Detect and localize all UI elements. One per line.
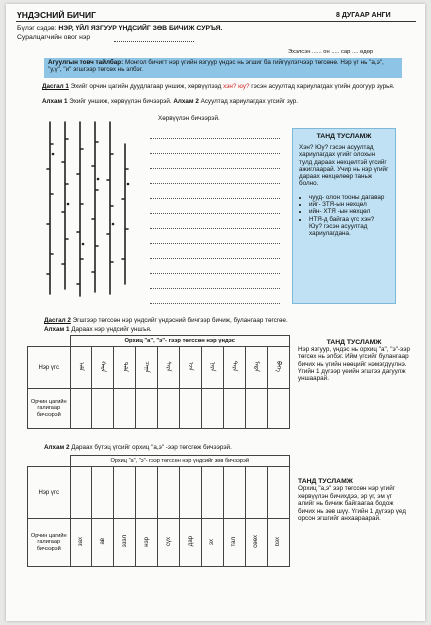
hint-title: ТАНД ТУСЛАМЖ (316, 133, 372, 140)
row-label-words: Нэр үгс (28, 467, 71, 519)
grade-label: 8 ДУГААР АНГИ (336, 12, 391, 19)
answer-cell[interactable] (224, 389, 246, 429)
task1-step1-title: Алхам 1 (42, 98, 68, 105)
hint-item: • чууд- олон тооны дагавар (309, 194, 389, 201)
mongolian-text-block (42, 114, 142, 304)
table-2 (27, 455, 290, 567)
task2-text: Эгшгээр төгссөн нэр үндсийг үндэсний бичгээр бичиж, булангаар төгсгөе. (72, 317, 288, 324)
word-cell: ав (99, 538, 106, 545)
hint-item: • ийг- ЗТЯ-ын нөхцөл (309, 201, 389, 208)
task2-step2-text: Дараах бүтэц үгсийг орхиц "а,э" -ээр төгсгөж бичээрэй. (71, 444, 232, 451)
mongolian-word: ᠪᠡᠬᠡ (274, 360, 281, 373)
student-name-label: Суралцагчийн овог нэр (17, 34, 91, 41)
mongolian-word: ᠨᠡᠷᠡ (209, 361, 216, 372)
task1-step1-text: Эхийг уншиж, хөрвүүлэн бичээрэй. (69, 98, 172, 105)
row-label-write: Орчин цагийн галигаар бичээрэй (28, 519, 71, 567)
word-cell: эх (209, 538, 216, 545)
hint-item: • НТЯ-д байгаа үгс хэн? Юу? гэсэн асуултад хариулагдана. (309, 216, 389, 238)
answer-cell[interactable] (158, 467, 180, 519)
task1-text: Эхийг орчин цагийн дуудлагаар уншиж, хөрвүүлээд (70, 83, 222, 90)
answer-cell[interactable] (92, 389, 114, 429)
task2-step1 (44, 326, 152, 333)
answer-cell[interactable] (180, 389, 202, 429)
answer-cell[interactable] (202, 389, 224, 429)
task1-title: Дасгал 1 (42, 83, 69, 90)
answer-cell[interactable] (92, 467, 114, 519)
mongolian-word: ᠡᠵᠡ (187, 362, 194, 371)
answer-cell[interactable] (136, 467, 158, 519)
topic-label: Бүлэг сэдэв: (17, 25, 57, 32)
hint2-title: ТАНД ТУСЛАМЖ (326, 339, 382, 346)
mongolian-word: ᠮᠡᠳᠡ (252, 361, 259, 372)
answer-cell[interactable] (70, 467, 92, 519)
word-cell: бэх (275, 536, 282, 547)
task2-step2 (44, 444, 232, 451)
answer-lines[interactable] (150, 130, 280, 304)
brief-text: Монгол бичигт нэр үгийн язгуур үндэс нь эгшиг ба гийгүүлэгчээр төгсөнө. Нэр үг нь "а,э", "у,ү", "и" эгшгээр төгсөх нь элбэг. (48, 59, 384, 74)
answer-cell[interactable] (202, 467, 224, 519)
answer-cell[interactable] (70, 389, 92, 429)
task2-title: Дасгал 2 (44, 317, 71, 324)
mongolian-word: ᠳᠠᠯᠠ (121, 361, 128, 372)
hint-item: • ийн- ХТЯ -ын нөхцөл (309, 208, 389, 215)
table1-header: Орхиц "а", "э"- гээр төгссөн нэр үндэс (70, 336, 290, 347)
student-name-field[interactable] (114, 41, 194, 42)
task2-instruction (44, 317, 414, 324)
write-label: Хөрвүүлэн бичээрэй. (158, 115, 220, 122)
word-cell: тал (231, 536, 238, 547)
hint-text: Хэн? Юу? гэсэн асуултад хариулагдах үгийг олохын тулд дараах нөхцөлтэй үгсийг ажиглаарай. Учир нь нэр үгийг дараах нөхцөлөөр таньж болно. (299, 144, 389, 188)
word-cell: дар (187, 536, 194, 547)
task2-step2-title: Алхам 2 (44, 444, 70, 451)
hint-box-1 (292, 128, 396, 304)
table-1 (27, 335, 290, 429)
mongolian-word: ᠰᠠᠷᠠ (165, 361, 172, 372)
task1-question: хэн? юу? (223, 83, 250, 90)
mongolian-word: ᠲᠡᠷᠡ (231, 361, 238, 372)
answer-cell[interactable] (267, 467, 289, 519)
table2-header: Орхиц "а", "э"- гээр төгссөн нэр үндсийг зөв бичээрэй (70, 456, 290, 467)
word-cell: сөөх (253, 535, 260, 548)
mongolian-word: ᠬᠠᠷᠠ (99, 360, 106, 373)
answer-cell[interactable] (114, 389, 136, 429)
task1-instruction (42, 83, 412, 90)
row-label-write: Орчин цагийн галигаар бичээрэй (28, 389, 71, 429)
mongolian-word: ᠴᠠᠭᠠ (143, 360, 150, 373)
answer-cell[interactable] (158, 389, 180, 429)
hint-box-2 (298, 339, 410, 382)
mongolian-script-image (42, 114, 142, 304)
mongolian-word: ᠠᠮᠠ (77, 362, 84, 371)
word-cell: эзэл (121, 535, 128, 548)
brief-title: Агуулгын товч тайлбар: (48, 59, 124, 66)
topic-line (17, 25, 222, 32)
task1-steps (42, 98, 298, 105)
brief-box (44, 58, 402, 78)
task1-text-end: гэсэн асуултад хариулагдах үгийн доогуур зурья. (251, 83, 395, 90)
hint2-text: Нэр язгуур, үндэс нь орхиц "а", "э"-ээр төгсөх нь элбэг. Ийм үгсийг булангаар бичих нь үгийн нөөцийг нэмэгдүүлнэ. Үгийн 1 дүгээр үеийн эгшгээ дагуулж уншаарай. (298, 346, 410, 383)
hint3-text: Орхиц "а,э" ээр төгссөн нэр үгийг хөрвүүлэн бичихдээ, эр үг, эм үг алийг нь бичиж байгаагаа бодож бичих нь зөв шүү. Үгийн 1 дүгээр үед орсон эгшгийг анхаараарай. (298, 485, 406, 523)
answer-cell[interactable] (223, 467, 245, 519)
row-label-words: Нэр үгс (28, 347, 71, 389)
hint-list (299, 194, 389, 238)
hint-box-3 (298, 478, 410, 523)
hint3-title: ТАНД ТУСЛАМЖ (298, 478, 353, 485)
answer-cell[interactable] (180, 467, 202, 519)
topic-text: НЭР, ҮЙЛ ЯЗГУУР ҮНДСИЙГ ЗӨВ БИЧИЖ СУРЪЯ. (58, 25, 223, 32)
word-cell: нэр (143, 536, 150, 547)
task1-step2-text: Асуултад хариулагдах үгсийг зур. (200, 98, 299, 105)
worksheet-page (6, 4, 425, 621)
date-line: Эхэлсэн ...... он ..... сар .... өдөр (288, 49, 374, 55)
task2-step1-title: Алхам 1 (44, 326, 70, 333)
answer-cell[interactable] (246, 389, 268, 429)
word-cell: сүх (165, 537, 172, 546)
subject-title: ҮНДЭСНИЙ БИЧИГ (17, 10, 96, 20)
answer-cell[interactable] (136, 389, 158, 429)
word-cell: зах (77, 536, 84, 547)
answer-cell[interactable] (245, 467, 267, 519)
answer-cell[interactable] (267, 389, 289, 429)
answer-cell[interactable] (114, 467, 136, 519)
task2-step1-text: Дараах нэр үндсийг уншъя. (71, 326, 152, 333)
task1-step2-title: Алхам 2 (173, 98, 199, 105)
header-divider (16, 21, 416, 22)
